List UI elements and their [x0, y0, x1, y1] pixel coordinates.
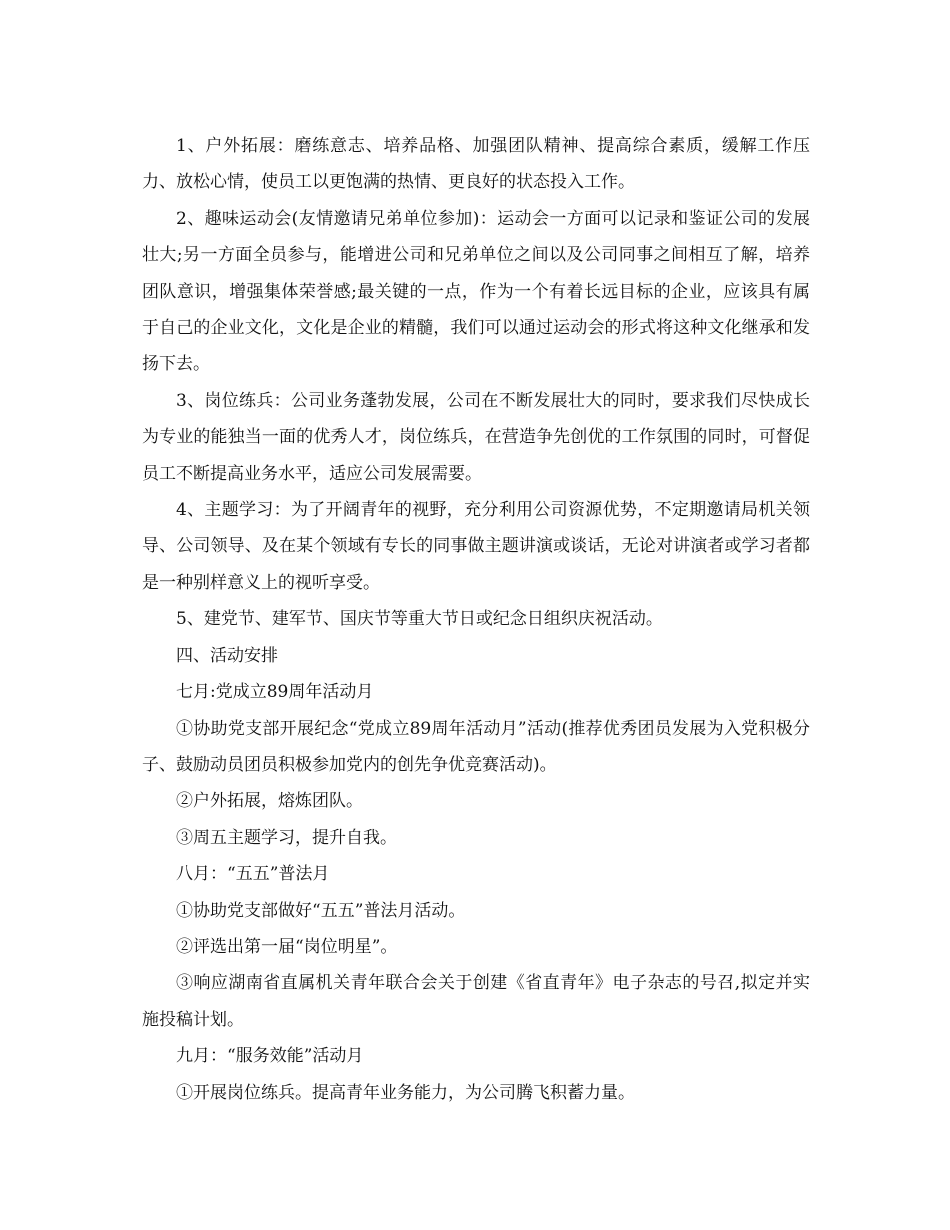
paragraph-holiday-celebrations: 5、建党节、建军节、国庆节等重大节日或纪念日组织庆祝活动。 [176, 609, 663, 630]
document-body [142, 128, 810, 1111]
september-item-1: ①开展岗位练兵。提高青年业务能力，为公司腾飞积蓄力量。 [176, 1082, 635, 1103]
paragraph-outdoor-training: 1、户外拓展：磨练意志、培养品格、加强团队精神、提高综合素质，缓解工作压力、放松心情，使员工以更饱满的热情、更良好的状态投入工作。 [142, 136, 810, 193]
paragraph-job-training: 3、岗位练兵：公司业务蓬勃发展，公司在不断发展壮大的同时，要求我们尽快成长为专业的能独当一面的优秀人才，岗位练兵，在营造争先创优的工作氛围的同时，可督促员工不断提高业务水平，适应公司发展需要。 [142, 390, 810, 484]
paragraph-sports-meet: 2、趣味运动会(友情邀请兄弟单位参加)：运动会一方面可以记录和鉴证公司的发展壮大;另一方面全员参与，能增进公司和兄弟单位之间以及公司同事之间相互了解，培养团队意识，增强集体荣誉感;最关键的一点，作为一个有着长远目标的企业，应该具有属于自己的企业文化，文化是企业的精髓，我们可以通过运动会的形式将这种文化继承和发扬下去。 [142, 208, 810, 375]
july-item-2: ②户外拓展，熔炼团队。 [176, 791, 363, 812]
month-heading-september: 九月：“服务效能”活动月 [176, 1046, 364, 1067]
section-heading-activity-schedule: 四、活动安排 [176, 645, 278, 666]
paragraph-theme-study: 4、主题学习：为了开阔青年的视野，充分利用公司资源优势，不定期邀请局机关领导、公司领导、及在某个领域有专长的同事做主题讲演或谈话，无论对讲演者或学习者都是一种别样意义上的视听享受。 [142, 500, 810, 593]
july-item-3: ③周五主题学习，提升自我。 [176, 827, 397, 848]
july-item-1: ①协助党支部开展纪念“党成立89周年活动月”活动(推荐优秀团员发展为入党积极分子、鼓励动员团员积极参加党内的创先争优竞赛活动)。 [142, 718, 810, 775]
august-item-2: ②评选出第一届“岗位明星”。 [176, 936, 398, 957]
august-item-1: ①协助党支部做好“五五”普法月活动。 [176, 900, 466, 921]
august-item-3: ③响应湖南省直属机关青年联合会关于创建《省直青年》电子杂志的号召,拟定并实施投稿计划。 [142, 973, 810, 1030]
month-heading-july: 七月:党成立89周年活动月 [176, 682, 374, 703]
month-heading-august: 八月：“五五”普法月 [176, 864, 330, 885]
